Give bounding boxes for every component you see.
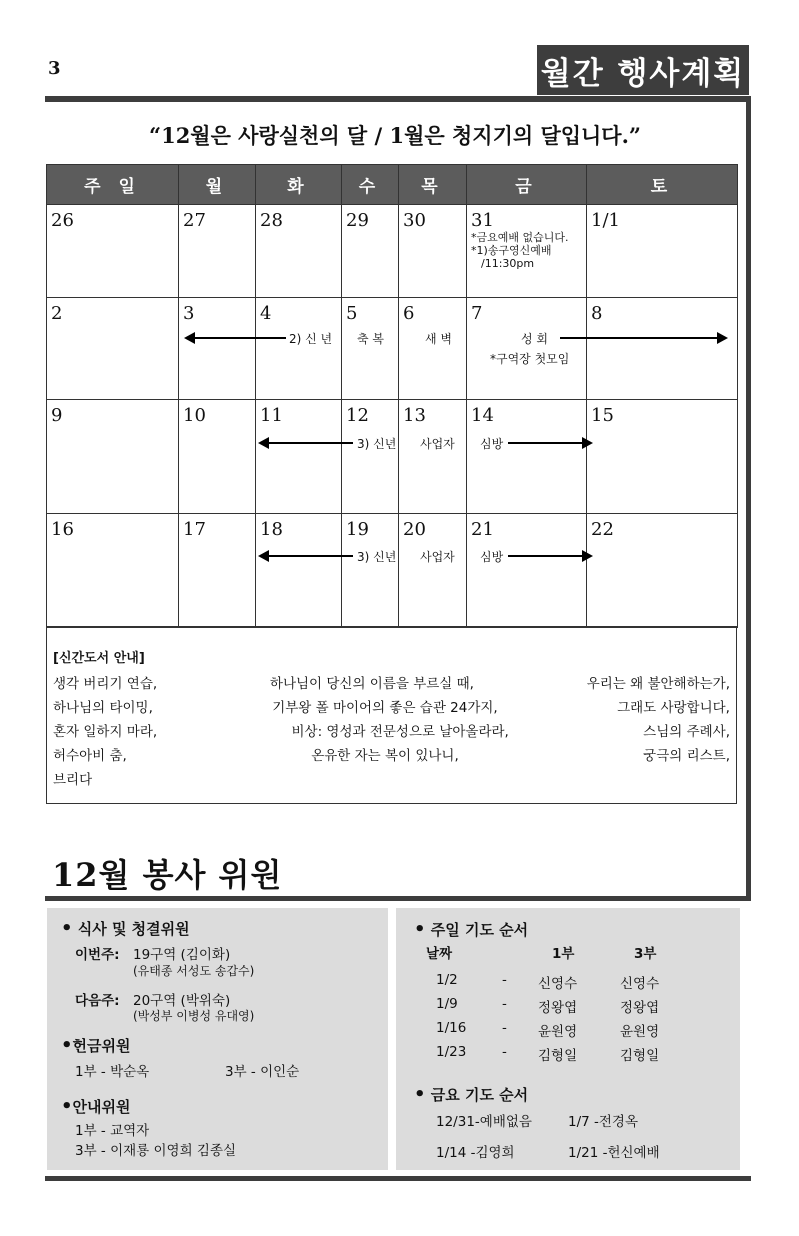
day-header-tue: 화 bbox=[256, 165, 342, 205]
date-number: 29 bbox=[346, 210, 369, 231]
next-week-names: (박성부 이병성 유대영) bbox=[133, 1009, 255, 1023]
event-label: 사업자 bbox=[420, 550, 455, 564]
date-number: 30 bbox=[403, 210, 426, 231]
section-rule bbox=[45, 896, 751, 901]
book-title: 우리는 왜 불안해하는가, bbox=[586, 676, 730, 692]
calendar-cell bbox=[47, 514, 179, 628]
book-title: 그래도 사랑합니다, bbox=[617, 700, 730, 716]
friday-entry: 1/21 -헌신예배 bbox=[568, 1145, 660, 1161]
date-number: 8 bbox=[591, 303, 603, 324]
date-number: 10 bbox=[183, 405, 206, 426]
event-note: /11:30pm bbox=[481, 257, 535, 270]
date-number: 15 bbox=[591, 405, 614, 426]
event-arrow-left bbox=[260, 555, 353, 557]
calendar-cell bbox=[179, 514, 256, 628]
col-3-header: 3부 bbox=[634, 946, 657, 962]
day-header-sun: 주 일 bbox=[47, 165, 179, 205]
day-header-wed: 수 bbox=[342, 165, 399, 205]
event-arrow-left bbox=[186, 337, 286, 339]
date-number: 17 bbox=[183, 519, 206, 540]
calendar-cell bbox=[256, 298, 342, 400]
bullet-icon: • bbox=[414, 1084, 426, 1105]
this-week-label: 이번주: bbox=[75, 947, 120, 963]
calendar-week-row bbox=[47, 514, 738, 628]
heading-text: 주일 기도 순서 bbox=[430, 921, 529, 939]
event-label: 3) 신년 bbox=[357, 437, 397, 451]
date-number: 21 bbox=[471, 519, 494, 540]
page-number: 3 bbox=[48, 58, 61, 79]
friday-prayer-heading bbox=[414, 1084, 528, 1105]
event-label: 2) 신 년 bbox=[289, 332, 333, 346]
heading-text: 헌금위원 bbox=[72, 1037, 131, 1055]
day-header-sat: 토 bbox=[587, 165, 738, 205]
prayer-dash: - bbox=[502, 1020, 507, 1036]
books-title: [신간도서 안내] bbox=[53, 651, 145, 666]
offering-third: 3부 - 이인순 bbox=[225, 1064, 300, 1080]
header-title: 월간 행사계획 bbox=[537, 45, 749, 95]
date-number: 16 bbox=[51, 519, 74, 540]
calendar-header-row bbox=[47, 165, 738, 205]
book-title: 기부왕 폴 마이어의 좋은 습관 24가지, bbox=[272, 700, 498, 716]
date-number: 18 bbox=[260, 519, 283, 540]
book-row bbox=[53, 672, 730, 696]
prayer-panel bbox=[396, 908, 740, 1170]
this-week-names: (유태종 서성도 송갑수) bbox=[133, 964, 255, 978]
event-note: *구역장 첫모임 bbox=[490, 352, 570, 366]
prayer-date: 1/23 bbox=[436, 1044, 467, 1060]
calendar-cell bbox=[587, 205, 738, 298]
date-number: 1/1 bbox=[591, 210, 620, 231]
top-rule bbox=[45, 96, 751, 102]
event-label: 심방 bbox=[480, 437, 504, 451]
calendar-cell bbox=[342, 400, 399, 514]
book-title: 비상: 영성과 전문성으로 날아올라라, bbox=[291, 724, 509, 740]
date-number: 2 bbox=[51, 303, 63, 324]
event-label: 심방 bbox=[480, 550, 504, 564]
calendar-cell bbox=[179, 400, 256, 514]
calendar-week-row bbox=[47, 400, 738, 514]
section-rule bbox=[45, 1176, 751, 1181]
friday-entry: 12/31-예배없음 bbox=[436, 1114, 532, 1130]
calendar-cell bbox=[47, 400, 179, 514]
sunday-prayer-heading bbox=[414, 919, 528, 940]
prayer-first: 신영수 bbox=[538, 976, 578, 992]
calendar-cell bbox=[467, 298, 587, 400]
date-number: 3 bbox=[183, 303, 195, 324]
next-week-value: 20구역 (박위숙) bbox=[133, 993, 231, 1009]
this-week-value: 19구역 (김이화) bbox=[133, 947, 231, 963]
date-number: 5 bbox=[346, 303, 358, 324]
calendar-week-row bbox=[47, 298, 738, 400]
date-number: 28 bbox=[260, 210, 283, 231]
date-number: 6 bbox=[403, 303, 415, 324]
book-title: 하나님의 타이밍, bbox=[53, 700, 153, 716]
date-number: 20 bbox=[403, 519, 426, 540]
friday-entry: 1/14 -김영희 bbox=[436, 1145, 515, 1161]
calendar-cell bbox=[256, 514, 342, 628]
offering-first: 1부 - 박순옥 bbox=[75, 1064, 150, 1080]
heading-text: 식사 및 청결위원 bbox=[77, 920, 190, 938]
day-header-thu: 목 bbox=[399, 165, 467, 205]
calendar-cell bbox=[256, 205, 342, 298]
prayer-dash: - bbox=[502, 972, 507, 988]
friday-entry: 1/7 -전경옥 bbox=[568, 1114, 639, 1130]
heading-text: 금요 기도 순서 bbox=[430, 1086, 529, 1104]
date-number: 9 bbox=[51, 405, 63, 426]
prayer-third: 정왕엽 bbox=[620, 1000, 660, 1016]
event-arrow-right bbox=[508, 555, 591, 557]
event-note: *1)송구영신예배 bbox=[471, 244, 552, 257]
calendar-cell bbox=[587, 514, 738, 628]
heading-text: 안내위원 bbox=[72, 1098, 131, 1116]
event-arrow-left bbox=[260, 442, 353, 444]
event-label: 사업자 bbox=[420, 437, 455, 451]
bullet-icon: • bbox=[61, 918, 73, 939]
date-number: 11 bbox=[260, 405, 283, 426]
calendar-cell bbox=[467, 400, 587, 514]
offering-heading bbox=[61, 1035, 130, 1056]
date-number: 7 bbox=[471, 303, 483, 324]
service-committee-title: 12월 봉사 위원 bbox=[52, 856, 283, 894]
prayer-third: 윤원영 bbox=[620, 1024, 660, 1040]
calendar-cell bbox=[399, 298, 467, 400]
prayer-dash: - bbox=[502, 1044, 507, 1060]
usher-first: 1부 - 교역자 bbox=[75, 1123, 150, 1139]
book-title: 혼자 일하지 마라, bbox=[53, 724, 158, 740]
prayer-date: 1/16 bbox=[436, 1020, 467, 1036]
calendar-cell bbox=[467, 514, 587, 628]
right-rule bbox=[746, 96, 751, 896]
bullet-icon: • bbox=[414, 919, 426, 940]
event-label: 축 복 bbox=[357, 332, 384, 346]
cleaning-heading bbox=[61, 918, 190, 939]
book-title: 스님의 주례사, bbox=[643, 724, 730, 740]
calendar-cell bbox=[342, 298, 399, 400]
date-number: 27 bbox=[183, 210, 206, 231]
calendar-cell bbox=[399, 400, 467, 514]
usher-third: 3부 - 이재룡 이영희 김종실 bbox=[75, 1143, 237, 1159]
calendar-cell bbox=[256, 400, 342, 514]
prayer-third: 신영수 bbox=[620, 976, 660, 992]
book-title: 온유한 자는 복이 있나니, bbox=[311, 748, 459, 764]
date-number: 4 bbox=[260, 303, 272, 324]
calendar-cell bbox=[467, 205, 587, 298]
calendar-cell bbox=[399, 514, 467, 628]
day-header-mon: 월 bbox=[179, 165, 256, 205]
date-number: 22 bbox=[591, 519, 614, 540]
col-date-header: 날짜 bbox=[426, 946, 453, 962]
book-title: 허수아비 춤, bbox=[53, 748, 127, 764]
event-label: 성 회 bbox=[521, 332, 548, 346]
date-number: 12 bbox=[346, 405, 369, 426]
date-number: 14 bbox=[471, 405, 494, 426]
book-row bbox=[53, 744, 730, 768]
bullet-icon: • bbox=[61, 1035, 73, 1056]
col-1-header: 1부 bbox=[552, 946, 575, 962]
new-books-box bbox=[46, 626, 737, 804]
date-number: 31 bbox=[471, 210, 494, 231]
committee-panel bbox=[47, 908, 388, 1170]
calendar-week-row bbox=[47, 205, 738, 298]
calendar-cell bbox=[179, 298, 256, 400]
prayer-date: 1/9 bbox=[436, 996, 458, 1012]
calendar-cell bbox=[342, 514, 399, 628]
prayer-first: 정왕엽 bbox=[538, 1000, 578, 1016]
calendar-cell bbox=[47, 298, 179, 400]
bullet-icon: • bbox=[61, 1096, 73, 1117]
book-title: 브리다 bbox=[53, 772, 93, 788]
calendar-cell bbox=[587, 400, 738, 514]
next-week-label: 다음주: bbox=[75, 993, 120, 1009]
date-number: 13 bbox=[403, 405, 426, 426]
usher-heading bbox=[61, 1096, 130, 1117]
monthly-theme: “12월은 사랑실천의 달 / 1월은 청지기의 달입니다.” bbox=[149, 123, 641, 148]
event-arrow-right bbox=[508, 442, 591, 444]
prayer-date: 1/2 bbox=[436, 972, 458, 988]
date-number: 26 bbox=[51, 210, 74, 231]
prayer-first: 김형일 bbox=[538, 1048, 578, 1064]
book-row bbox=[53, 696, 730, 720]
prayer-dash: - bbox=[502, 996, 507, 1012]
prayer-first: 윤원영 bbox=[538, 1024, 578, 1040]
event-arrow-right bbox=[560, 337, 726, 339]
calendar-cell bbox=[587, 298, 738, 400]
book-title: 궁극의 리스트, bbox=[643, 748, 730, 764]
event-note: *금요예배 없습니다. bbox=[471, 231, 569, 244]
date-number: 19 bbox=[346, 519, 369, 540]
prayer-third: 김형일 bbox=[620, 1048, 660, 1064]
book-title: 생각 버리기 연습, bbox=[53, 676, 158, 692]
calendar-cell bbox=[179, 205, 256, 298]
book-title: 하나님이 당신의 이름을 부르실 때, bbox=[269, 676, 474, 692]
event-label: 3) 신년 bbox=[357, 550, 397, 564]
calendar-cell bbox=[399, 205, 467, 298]
event-label: 새 벽 bbox=[425, 332, 452, 346]
calendar-cell bbox=[342, 205, 399, 298]
book-row bbox=[53, 720, 730, 744]
book-row bbox=[53, 768, 730, 792]
day-header-fri: 금 bbox=[467, 165, 587, 205]
calendar-cell bbox=[47, 205, 179, 298]
